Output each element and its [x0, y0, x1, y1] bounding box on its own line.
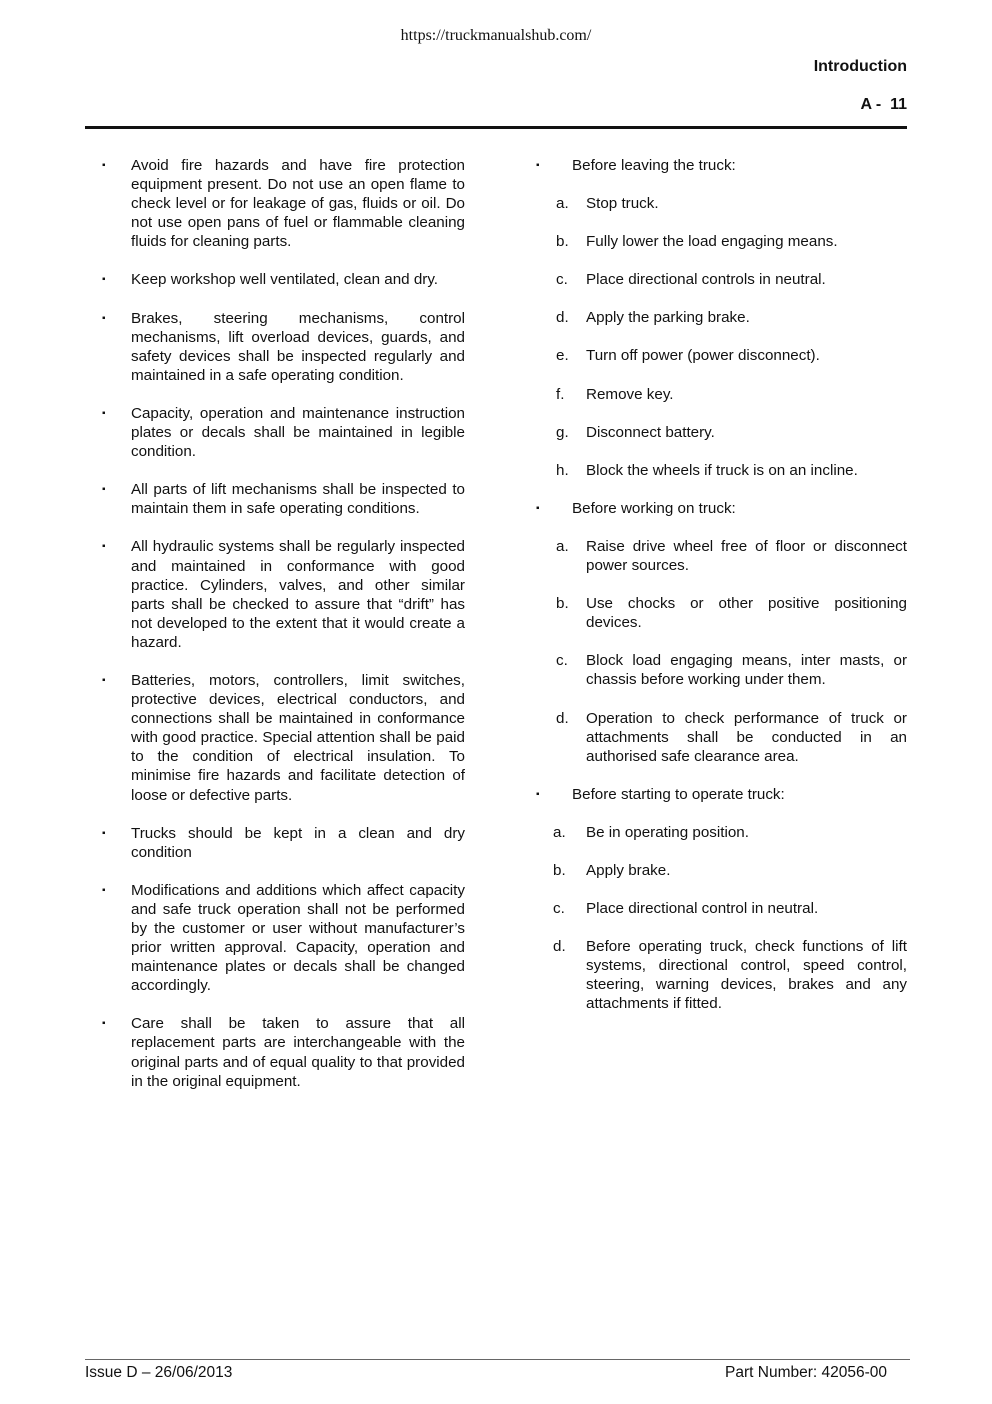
bullet-icon: ▪: [102, 407, 106, 419]
sub-item-text: Be in operating position.: [586, 823, 749, 841]
sub-item: [536, 270, 907, 289]
sub-item-letter: b.: [556, 595, 569, 613]
bullet-icon: ▪: [102, 674, 106, 686]
sub-item-letter: a.: [553, 823, 566, 841]
sub-item-text: Apply the parking brake.: [586, 309, 750, 327]
sub-item: [536, 899, 907, 918]
list-item: [102, 881, 465, 996]
bullet-icon: ▪: [102, 484, 106, 496]
sub-item: [536, 861, 907, 880]
sub-item: [536, 194, 907, 213]
sub-item-letter: c.: [556, 652, 568, 670]
sub-item-letter: c.: [553, 900, 565, 918]
sub-item-text: Place directional controls in neutral.: [586, 271, 826, 289]
sub-item-text: Block the wheels if truck is on an incline.: [586, 461, 858, 479]
sub-item: [536, 385, 907, 404]
item-text: Avoid fire hazards and have fire protection equipment present. Do not use an open flame to check level or for leakage of gas, fluids or oil. Do not use open pans of fuel or flammable cleaning fluids for cleaning parts.: [131, 157, 465, 251]
sub-item-text: Place directional control in neutral.: [586, 900, 819, 918]
sub-item-text: Block load engaging means, inter masts, or chassis before working under them.: [586, 652, 907, 689]
sub-item-letter: b.: [553, 861, 566, 879]
sub-item-letter: c.: [556, 271, 568, 289]
sub-item: [536, 308, 907, 327]
sub-item-letter: d.: [556, 309, 569, 327]
sub-item-letter: e.: [556, 347, 569, 365]
sub-item: [536, 537, 907, 575]
sub-item-letter: d.: [553, 938, 566, 956]
bullet-icon: ▪: [536, 788, 540, 800]
list-item: [102, 537, 465, 652]
sub-item: [536, 423, 907, 442]
sub-item-letter: h.: [556, 461, 569, 479]
sub-item: [536, 709, 907, 766]
list-item: [102, 671, 465, 805]
list-item: [102, 824, 465, 862]
bullet-icon: ▪: [102, 1018, 106, 1030]
sub-item-letter: a.: [556, 537, 569, 555]
item-text: Capacity, operation and maintenance instruction plates or decals shall be maintained in legible condition.: [131, 404, 465, 461]
sub-item-text: Disconnect battery.: [586, 423, 715, 441]
group-heading: [536, 785, 907, 804]
sub-item-text: Apply brake.: [586, 861, 671, 879]
item-text: Trucks should be kept in a clean and dry condition: [131, 824, 465, 861]
item-text: Modifications and additions which affect capacity and safe truck operation shall not be performed by the customer or user without manufacturer’s prior written approval. Capacity, operation and maintenance plates or decals shall be changed accordingly.: [131, 881, 465, 995]
sub-item-text: Use chocks or other positive positioning devices.: [586, 595, 907, 632]
group-heading-text: Before leaving the truck:: [572, 157, 736, 174]
sub-item: [536, 594, 907, 632]
item-text: All hydraulic systems shall be regularly inspected and maintained in conformance with good practice. Cylinders, valves, and other similar parts shall be checked to assure that “drift” has not developed to the extent that it would create a hazard.: [131, 538, 465, 651]
sub-item: [536, 823, 907, 842]
issue-date: Issue D – 26/06/2013: [85, 1364, 233, 1381]
bullet-icon: ▪: [536, 160, 540, 171]
page-number: A - 11: [860, 96, 907, 113]
bullet-icon: ▪: [102, 827, 106, 839]
list-item: [102, 480, 465, 518]
sub-item-letter: g.: [556, 423, 569, 441]
part-number: Part Number: 42056-00: [725, 1364, 887, 1381]
bullet-icon: ▪: [102, 274, 106, 286]
group-heading: [536, 156, 907, 175]
sub-item-text: Raise drive wheel free of floor or disconnect power sources.: [586, 537, 907, 575]
sub-item-text: Stop truck.: [586, 195, 659, 213]
bullet-icon: ▪: [102, 884, 106, 896]
sub-item-letter: b.: [556, 233, 569, 251]
header-divider: [85, 126, 907, 129]
sub-item-letter: d.: [556, 709, 569, 727]
sub-item: [536, 232, 907, 251]
sub-item: [536, 937, 907, 1013]
sub-item-text: Operation to check performance of truck or attachments shall be conducted in an authorised safe clearance area.: [586, 709, 907, 765]
source-url[interactable]: https://truckmanualshub.com/: [400, 27, 592, 44]
item-text: All parts of lift mechanisms shall be inspected to maintain them in safe operating conditions.: [131, 481, 465, 518]
sub-item-letter: f.: [556, 385, 565, 403]
list-item: [102, 156, 465, 251]
section-title: Introduction: [813, 58, 907, 75]
sub-item-text: Remove key.: [586, 385, 674, 403]
bullet-icon: ▪: [102, 160, 106, 171]
sub-item-letter: a.: [556, 195, 569, 213]
item-text: Keep workshop well ventilated, clean and dry.: [131, 271, 439, 289]
right-column: [536, 156, 907, 1033]
list-item: [102, 309, 465, 385]
item-text: Batteries, motors, controllers, limit switches, protective devices, electrical conductors, and connections shall be maintained in conformance with good practice. Special attention shall be paid to the condition of electrical insulation. To minimise fire hazards and facilitate detection of loose or defective parts.: [131, 671, 465, 804]
sub-item-text: Before operating truck, check functions of lift systems, directional control, speed control, steering, warning devices, brakes and any attachments if fitted.: [586, 938, 907, 1013]
bullet-icon: ▪: [102, 312, 106, 324]
list-item: [102, 270, 465, 289]
group-heading-text: Before working on truck:: [572, 499, 736, 517]
item-text: Care shall be taken to assure that all replacement parts are interchangeable with the original parts and of equal quality to that provided in the original equipment.: [131, 1015, 465, 1090]
list-item: [102, 1014, 465, 1090]
sub-item-text: Fully lower the load engaging means.: [586, 233, 838, 251]
bullet-icon: ▪: [102, 541, 106, 553]
bullet-icon: ▪: [536, 502, 540, 514]
sub-item: [536, 346, 907, 365]
group-heading-text: Before starting to operate truck:: [572, 785, 785, 803]
list-item: [102, 404, 465, 461]
left-column: [102, 156, 465, 1110]
item-text: Brakes, steering mechanisms, control mechanisms, lift overload devices, guards, and safety devices shall be inspected regularly and maintained in a safe operating condition.: [131, 309, 465, 384]
group-heading: [536, 499, 907, 518]
footer-divider: [85, 1359, 910, 1360]
sub-item: [536, 651, 907, 689]
sub-item-text: Turn off power (power disconnect).: [586, 347, 820, 365]
sub-item: [536, 461, 907, 480]
